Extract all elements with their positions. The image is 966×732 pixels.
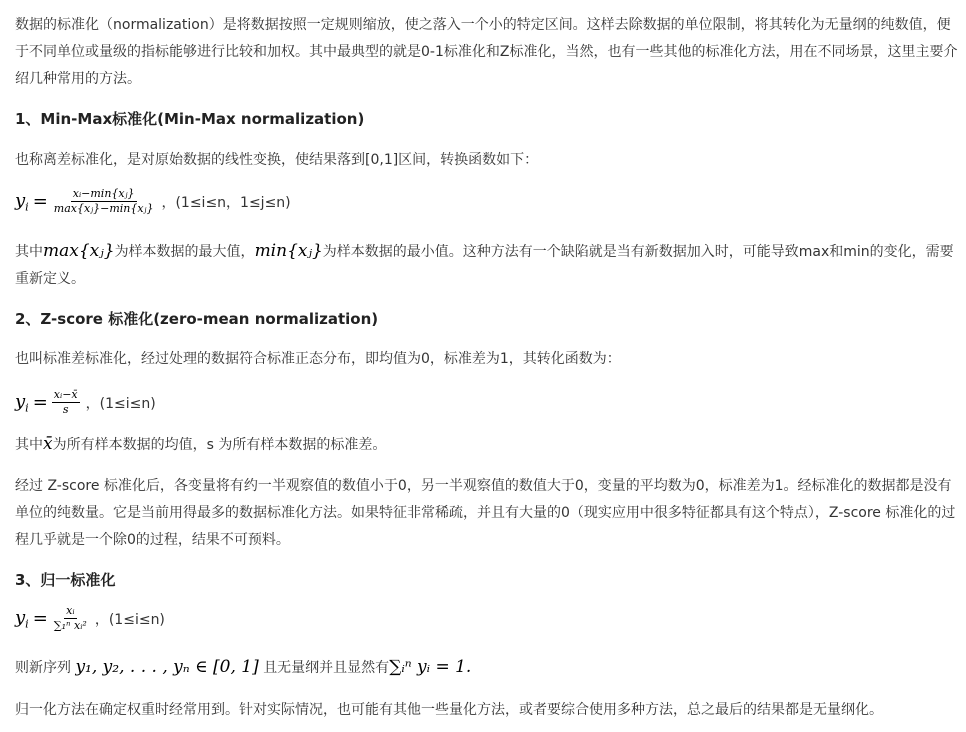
z-score-fraction: [52, 388, 80, 417]
z-score-note: 其中x̄为所有样本数据的均值，s 为所有样本数据的标准差。: [15, 434, 387, 454]
fraction-numerator: xᵢ: [66, 604, 75, 617]
section-heading-min-max: 1、Min-Max标准化(Min-Max normalization): [15, 110, 365, 128]
equals-sign: =: [32, 191, 48, 212]
equals-sign: =: [32, 608, 48, 629]
sequence-note: 则新序列 y₁, y₂, . . . , yₙ ∈ [0, 1] 且无量纲并且显然有∑ᵢⁿ yᵢ = 1.: [15, 657, 472, 677]
normalize-fraction: [52, 604, 89, 633]
section-heading-normalize: 3、归一标准化: [15, 571, 116, 589]
formula-condition: ，(1≤i≤n，1≤j≤n): [161, 194, 291, 211]
sum-expression: ∑ᵢⁿ yᵢ = 1.: [389, 657, 472, 677]
formula-lhs: $y_i$: [15, 189, 29, 214]
min-max-description: 也称离差标准化，是对原始数据的线性变换，使结果落到[0,1]区间，转换函数如下：: [15, 152, 539, 168]
section-heading-z-score: 2、Z-score 标准化(zero-mean normalization): [15, 310, 379, 328]
normalize-formula: [15, 604, 960, 633]
closing-paragraph: 归一化方法在确定权重时经常用到。针对实际情况，也可能有其他一些量化方法，或者要综合使用多种方法，总之最后的结果都是无量纲化。: [15, 702, 883, 718]
sequence-expression: y₁, y₂, . . . , yₙ ∈ [0, 1]: [75, 657, 259, 677]
formula-lhs: $y_i$: [15, 606, 29, 631]
max-expression: max{xⱼ}: [43, 241, 115, 261]
formula-condition: ，(1≤i≤n): [94, 611, 165, 628]
formula-lhs: $y_i$: [15, 390, 29, 415]
min-expression: min{xⱼ}: [254, 241, 323, 261]
fraction-denominator: ∑₁ⁿ xᵢ²: [53, 619, 87, 632]
z-score-description: 也叫标准差标准化，经过处理的数据符合标准正态分布，即均值为0，标准差为1，其转化函数为：: [15, 351, 621, 367]
min-max-formula: [15, 187, 960, 216]
equals-sign: =: [32, 392, 48, 413]
formula-condition: ，(1≤i≤n): [85, 395, 156, 412]
z-score-formula: [15, 388, 960, 417]
fraction-denominator: max{xⱼ}−min{xⱼ}: [53, 202, 154, 215]
intro-paragraph: 数据的标准化（normalization）是将数据按照一定规则缩放，使之落入一个小的特定区间。这样去除数据的单位限制，将其转化为无量纲的纯数值，便于不同单位或量级的指标能够进行比较和加权。其中最典型的就是0-1标准化和Z标准化，当然，也有一些其他的标准化方法，用在不同场景，这里主要介绍几种常用的方法。: [15, 17, 958, 87]
z-score-paragraph: 经过 Z-score 标准化后，各变量将有约一半观察值的数值小于0，另一半观察值的数值大于0，变量的平均数为0，标准差为1。经标准化的数据都是没有单位的纯数量。它是当前用得最多的数据标准化方法。如果特征非常稀疏，并且有大量的0（现实应用中很多特征都具有这个特点），Z-score 标准化的过程几乎就是一个除0的过程，结果不可预料。: [15, 478, 956, 548]
min-max-fraction: [52, 187, 156, 216]
fraction-numerator: xᵢ−x̄: [53, 388, 78, 401]
fraction-denominator: s: [62, 403, 69, 416]
mean-symbol: x̄: [43, 434, 53, 454]
min-max-note: 其中max{xⱼ}为样本数据的最大值，min{xⱼ}为样本数据的最小值。这种方法有一个缺陷就是当有新数据加入时，可能导致max和min的变化，需要重新定义。: [15, 241, 954, 287]
fraction-numerator: xᵢ−min{xⱼ}: [72, 187, 135, 200]
